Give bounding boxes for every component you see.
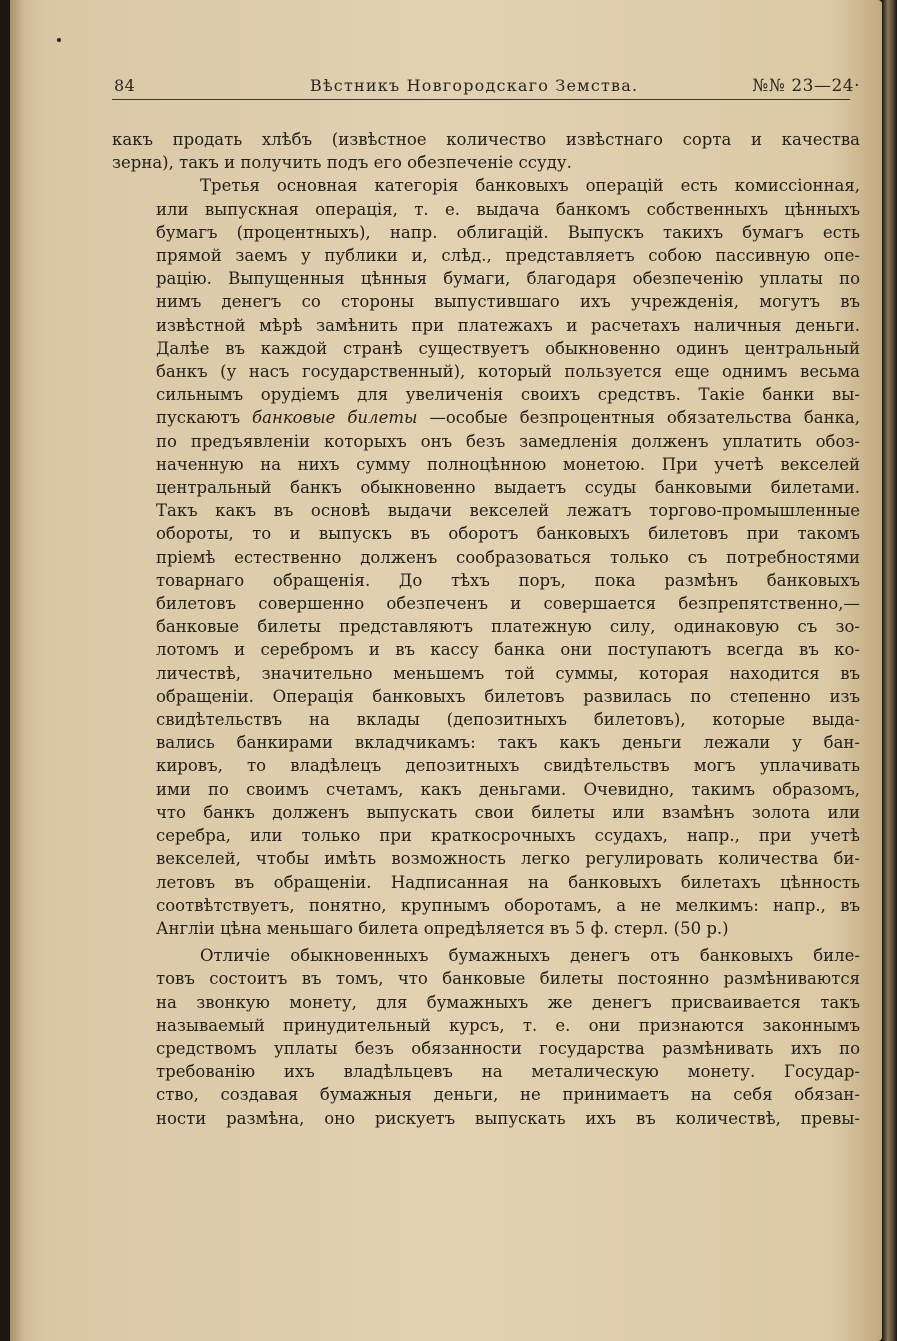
text-line-with-emphasis — [112, 406, 860, 429]
text-line: товъ состоитъ въ томъ, что банковые билеты постоянно размѣниваются — [156, 969, 860, 989]
text-line: ности размѣна, оно рискуетъ выпускать ихъ въ количествѣ, превы- — [156, 1108, 860, 1128]
text-line: какъ продать хлѣбъ (извѣстное количество извѣстнаго сорта и качества — [112, 130, 860, 149]
text-line: на звонкую монету, для бумажныхъ же денегъ присваивается такъ — [156, 992, 860, 1012]
main-text — [112, 128, 860, 1130]
text-line: средствомъ уплаты безъ обязанности государства размѣнивать ихъ по — [156, 1038, 860, 1058]
text-line: нимъ денегъ со стороны выпустившаго ихъ учрежденія, могутъ въ — [156, 292, 860, 312]
page-left-edge — [10, 0, 24, 1341]
paragraph-1 — [112, 128, 860, 174]
text-fragment: пускаютъ — [156, 408, 253, 428]
text-line: серебра, или только при краткосрочныхъ ссудахъ, напр., при учетѣ — [156, 826, 860, 846]
text-line: товарнаго обращенія. До тѣхъ поръ, пока размѣнъ банковыхъ — [156, 570, 860, 590]
text-line: личествѣ, значительно меньшемъ той суммы, которая находится въ — [156, 663, 860, 683]
text-line: свидѣтельствъ на вклады (депозитныхъ билетовъ), которые выда- — [156, 710, 860, 730]
paragraph-3 — [112, 944, 860, 1130]
text-line: вались банкирами вкладчикамъ: такъ какъ деньги лежали у бан- — [156, 733, 860, 753]
text-line: банковые билеты представляютъ платежную силу, одинаковую съ зо- — [156, 617, 860, 637]
issue-number: №№ 23—24· — [752, 76, 860, 96]
text-line: соотвѣтствуетъ, понятно, крупнымъ оборотамъ, а не мелкимъ: напр., въ — [156, 895, 860, 915]
text-line: векселей, чтобы имѣть возможность легко регулировать количества би- — [156, 849, 860, 869]
page-number: 84 — [114, 76, 136, 95]
text-line: сильнымъ орудіемъ для увеличенія своихъ средствъ. Такіе банки вы- — [156, 385, 860, 405]
text-line: по предъявленіи которыхъ онъ безъ замедленія долженъ уплатить обоз- — [156, 431, 860, 451]
text-line: ство, создавая бумажныя деньги, не принимаетъ на себя обязан- — [156, 1085, 860, 1105]
text-line: обращеніи. Операція банковыхъ билетовъ развилась по степенно изъ — [156, 686, 860, 706]
text-line: бумагъ (процентныхъ), напр. облигацій. Выпускъ такихъ бумагъ есть — [156, 222, 860, 242]
text-line: что банкъ долженъ выпускать свои билеты или взамѣнъ золота или — [156, 802, 860, 822]
text-line: банкъ (у насъ государственный), который пользуется еще однимъ весьма — [156, 362, 860, 382]
text-line: называемый принудительный курсъ, т. е. они признаются законнымъ — [156, 1015, 860, 1035]
journal-title: Вѣстникъ Новгородскаго Земства. — [310, 76, 639, 95]
text-line: кировъ, то владѣлецъ депозитныхъ свидѣтельствъ могъ уплачивать — [156, 756, 860, 776]
emphasized-term: банковые билеты — [252, 408, 418, 428]
text-line: требованію ихъ владѣльцевъ на металическую монету. Государ- — [156, 1062, 860, 1082]
text-line: Отличіе обыкновенныхъ бумажныхъ денегъ отъ банковыхъ биле- — [200, 946, 860, 966]
header-rule — [112, 99, 850, 100]
text-line: рацію. Выпущенныя цѣнныя бумаги, благодаря обезпеченію уплаты по — [156, 269, 860, 289]
text-fragment: —особые безпроцентныя обязательства банка, — [417, 408, 860, 428]
text-line: извѣстной мѣрѣ замѣнить при платежахъ и расчетахъ наличныя деньги. — [156, 315, 860, 335]
paragraph-2 — [112, 174, 860, 940]
running-header — [112, 72, 860, 102]
text-line: центральный банкъ обыкновенно выдаетъ ссуды банковыми билетами. — [156, 478, 860, 498]
text-line: прямой заемъ у публики и, слѣд., представляетъ собою пассивную опе- — [156, 246, 860, 266]
text-line: Далѣе въ каждой странѣ существуетъ обыкновенно одинъ центральный — [156, 338, 860, 358]
text-line: наченную на нихъ сумму полноцѣнною монетою. При учетѣ векселей — [156, 454, 860, 474]
text-line: билетовъ совершенно обезпеченъ и совершается безпрепятственно,— — [156, 594, 860, 614]
text-line: или выпускная операція, т. е. выдача банкомъ собственныхъ цѣнныхъ — [156, 199, 860, 219]
ink-speck — [57, 38, 61, 42]
text-line: лотомъ и серебромъ и въ кассу банка они поступаютъ всегда въ ко- — [156, 640, 860, 660]
book-spine — [882, 0, 897, 1341]
text-line: Третья основная категорія банковыхъ операцій есть комиссіонная, — [200, 176, 860, 196]
text-line: летовъ въ обращеніи. Надписанная на банковыхъ билетахъ цѣнность — [156, 872, 860, 892]
text-line: зерна), такъ и получить подъ его обезпеченіе ссуду. — [112, 153, 572, 173]
text-line: Англіи цѣна меньшаго билета опредѣляется въ 5 ф. стерл. (50 р.) — [156, 918, 729, 938]
text-line: Такъ какъ въ основѣ выдачи векселей лежатъ торгово-промышленные — [156, 501, 860, 521]
text-line: обороты, то и выпускъ въ оборотъ банковыхъ билетовъ при такомъ — [156, 524, 860, 544]
text-line: пріемѣ естественно долженъ сообразоваться только съ потребностями — [156, 547, 860, 567]
text-line: ими по своимъ счетамъ, какъ деньгами. Очевидно, такимъ образомъ, — [156, 779, 860, 799]
